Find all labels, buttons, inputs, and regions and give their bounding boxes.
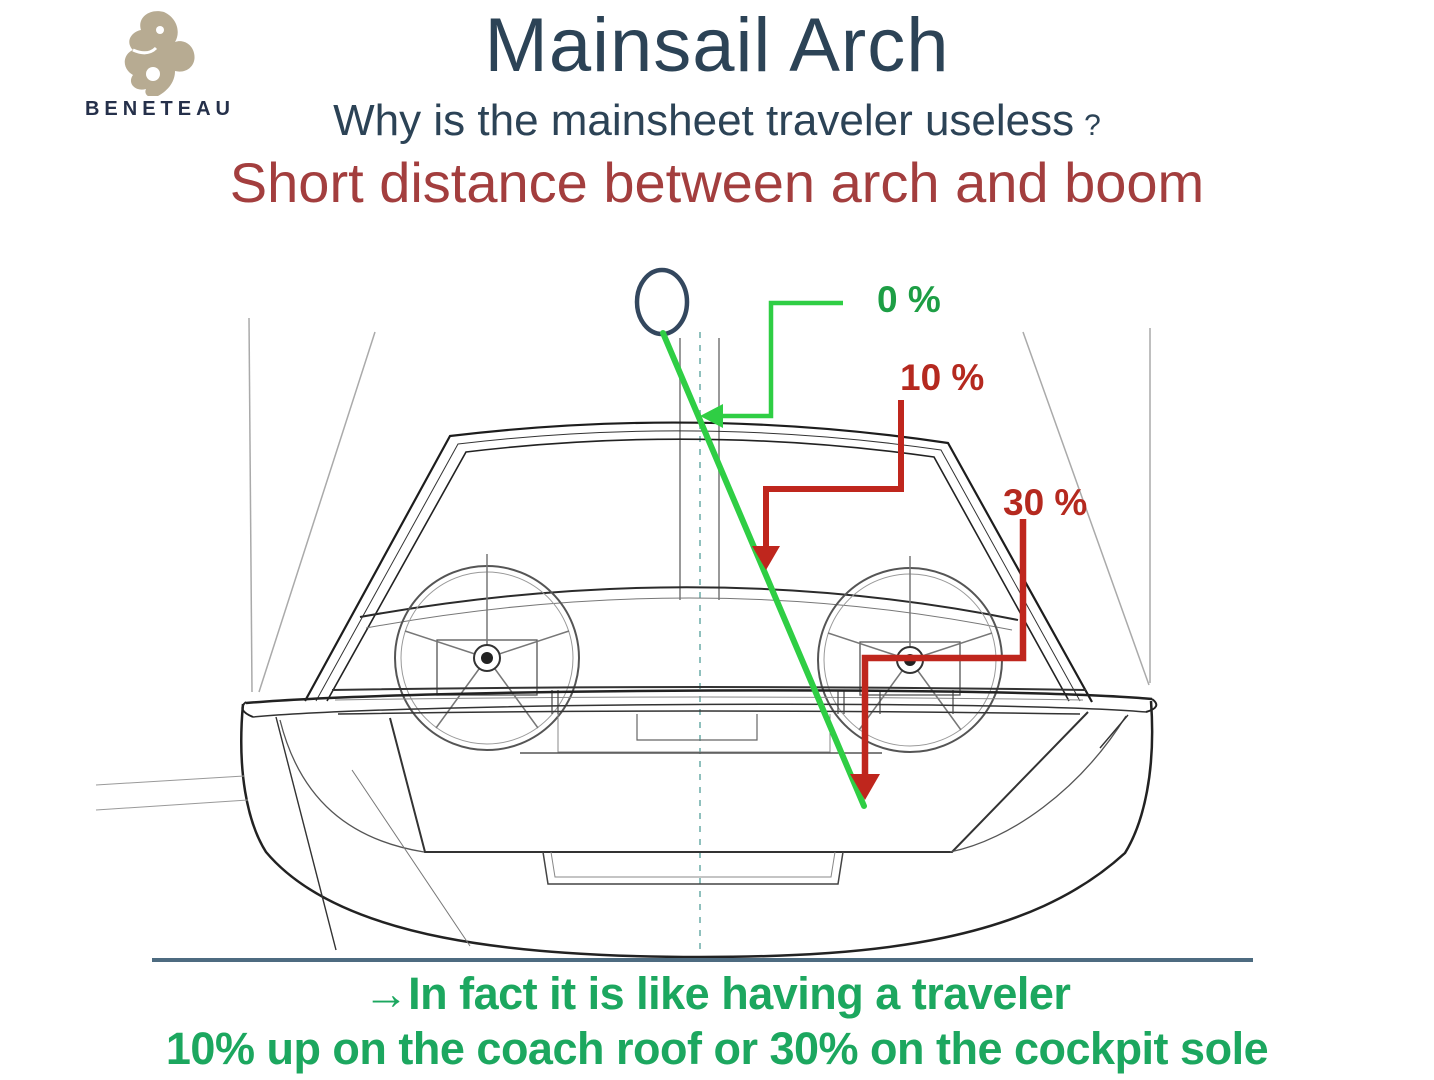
subtitle-text: Why is the mainsheet traveler useless (333, 96, 1075, 145)
conclusion-line-2: 10% up on the coach roof or 30% on the cockpit sole (165, 1023, 1269, 1074)
boom-attachment-ring (637, 270, 687, 334)
subtitle-question-mark: ? (1084, 109, 1101, 142)
highlight-heading: Short distance between arch and boom (229, 151, 1205, 214)
coach-roof (360, 587, 1018, 630)
right-steering-wheel (818, 556, 1002, 752)
cockpit-seats (332, 687, 1086, 753)
brand-name: BENETEAU (84, 98, 235, 120)
mast-lines (680, 338, 719, 600)
conclusion-line-1: →In fact it is like having a traveler (363, 968, 1071, 1019)
hull-outline (96, 690, 1156, 957)
label-10-percent: 10 % (900, 357, 985, 398)
left-steering-wheel (395, 554, 579, 750)
green-sheet-line (663, 333, 864, 806)
label-30-percent: 30 % (1003, 482, 1088, 523)
thirty-percent-pointer (850, 519, 1023, 800)
page-title: Mainsail Arch (484, 3, 950, 88)
zero-percent-pointer (700, 303, 843, 428)
label-0-percent: 0 % (877, 279, 941, 320)
cockpit-well (280, 712, 1126, 884)
